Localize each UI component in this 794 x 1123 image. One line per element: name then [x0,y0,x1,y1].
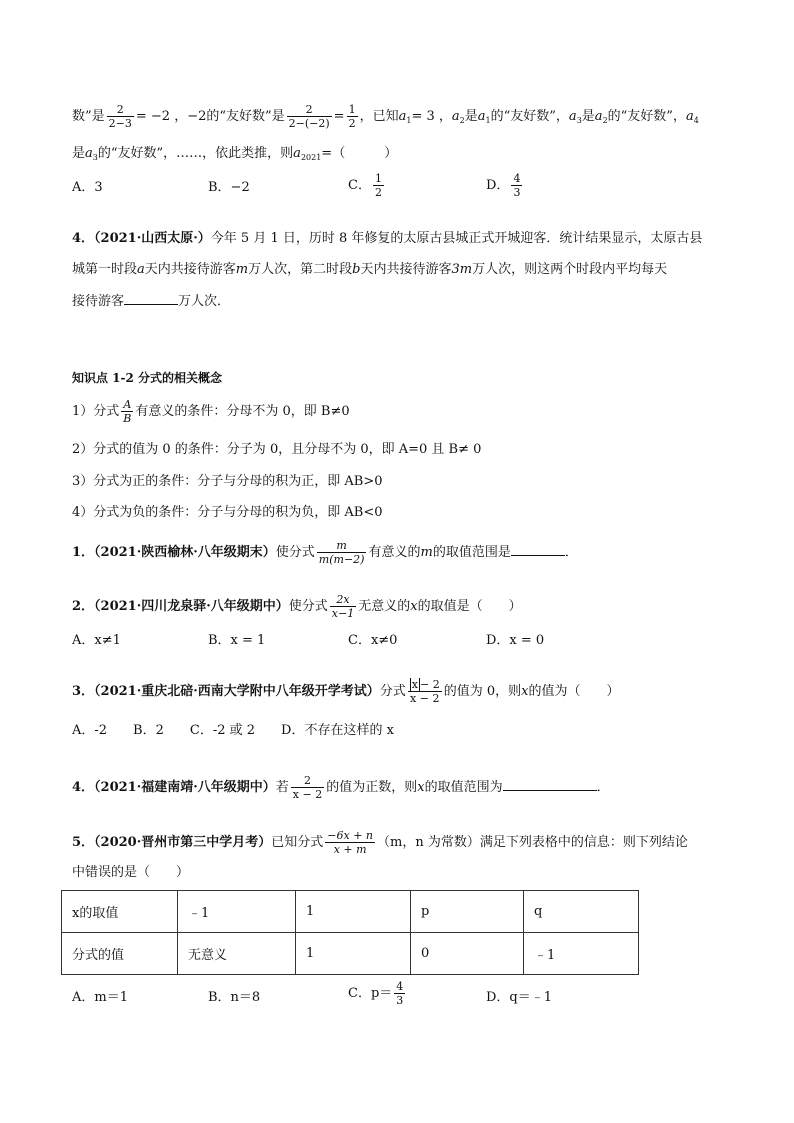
section-title: 知识点 1-2 分式的相关概念 [72,371,223,385]
question-source: （2021·四川龙泉驿·八年级期中） [94,599,289,614]
numerator: A [123,398,132,411]
option-c[interactable] [348,172,386,199]
text: 万人次，则这两个时段内平均每天 [472,262,668,277]
table-cell: 分式的值 [62,933,178,975]
concept-item-4: 4）分式为负的条件：分子与分母的积为负，即 AB<0 [72,505,383,520]
fraction [511,172,522,199]
subscript: 3 [92,153,98,162]
q3-options [72,172,722,200]
denominator: x − 2 [292,788,323,801]
table-cell: q [524,891,639,933]
exercise-4 [72,774,610,801]
text: 接待游客 [72,294,125,309]
text: 的取值是（ ） [417,599,522,614]
denominator: 3 [513,186,521,199]
question-source: （2021·重庆北碚·西南大学附中八年级开学考试） [94,684,380,699]
text: 使分式 [275,545,315,560]
option-a[interactable]: A．3 [72,180,103,195]
text: = 3 ， [411,109,452,124]
var-a: a [685,109,694,124]
fraction [373,172,384,199]
denominator: x − 2 [408,691,442,705]
var: b [352,262,361,277]
denominator: x + m [325,842,375,856]
answer-blank[interactable] [511,543,565,556]
text: 有意义的条件：分母不为 0，即 B≠0 [135,404,350,419]
denominator: m(m−2) [318,553,365,566]
text: 万人次，第二时段 [248,262,353,277]
numerator: 4 [513,172,521,185]
option-b[interactable]: B．−2 [208,180,250,195]
subscript: 1 [485,116,491,125]
text: 的值为 0，则 [443,684,522,699]
fraction [330,593,356,620]
question-number: 4． [72,780,95,795]
denominator: 3 [396,994,404,1007]
text: 数”是 [72,109,105,124]
absolute-value: x [411,678,419,691]
text: 的“友好数”， [490,109,569,124]
text: 的取值范围为 [424,780,503,795]
text: 的“友好数”， [607,109,686,124]
subscript: 4 [693,116,699,125]
numerator: 2 [116,103,124,116]
question-number: 4． [72,231,95,246]
option-c[interactable] [348,980,407,1007]
subscript: 1 [406,116,412,125]
fraction [394,980,405,1007]
table-cell: p [411,891,524,933]
question-number: 5． [72,835,95,850]
exercise-2 [72,593,522,620]
var: a [137,262,145,277]
text: 分式 [379,684,406,699]
text: 是 [464,109,478,124]
text: 天内共接待游客 [360,262,452,277]
q4-line-3 [72,292,230,312]
fraction [317,539,367,566]
denominator: 2−3 [108,117,132,130]
numerator: 1 [348,103,356,116]
text: ，已知 [359,109,399,124]
option-label: C． [348,178,371,193]
var-a: a [85,146,93,161]
option-label: C．p＝ [348,986,393,1001]
numerator: 2 [305,103,313,116]
answer-blank[interactable] [503,778,597,791]
exercise-3-options[interactable]: A．-2 B．2 C．-2 或 2 D．不存在这样的 x [72,723,394,738]
option-a[interactable]: A．m＝1 [72,990,128,1005]
text: 今年 5 月 1 日，历时 8 年修复的太原古县城正式开城迎客．统计结果显示，太原古县 [210,231,703,246]
exercise-3 [72,678,620,705]
var-a: a [568,109,577,124]
denominator: x−1 [331,607,355,620]
concept-item-3: 3）分式为正的条件：分子与分母的积为正，即 AB>0 [72,474,383,489]
fraction [325,829,375,856]
option-d[interactable] [486,172,524,199]
text: 有意义的 [368,545,421,560]
info-table [61,890,639,975]
text: = −2 ，−2的“友好数”是 [135,109,285,124]
text: 是 [72,146,86,161]
option-b[interactable]: B．n＝8 [208,990,261,1005]
text: （m，n 为常数）满足下列表格中的信息：则下列结论 [377,835,688,850]
option-b[interactable]: B．x = 1 [208,633,266,648]
denominator: 2 [374,186,382,199]
text: 的取值范围是 [432,545,511,560]
question-number: 1． [72,545,95,560]
text: =（ ） [321,146,398,161]
exercise-2-options [72,631,722,653]
q4-line-2 [72,260,667,280]
text: 的值为正数，则 [326,780,418,795]
fraction [107,103,134,130]
text: 的“友好数”，……，依此类推，则 [97,146,294,161]
exercise-5-options [72,980,722,1010]
table-cell: 无意义 [178,933,296,975]
denominator: 2 [348,117,356,130]
denominator: 2−(−2) [288,117,330,130]
exercise-5 [72,829,688,856]
numerator [408,678,442,691]
text: 城第一时段 [72,262,138,277]
concept-item-2: 2）分式的值为 0 的条件：分子为 0，且分母不为 0，即 A=0 且 B≠ 0 [72,442,482,457]
table-row [62,891,639,933]
subscript: 2 [602,116,608,125]
text: − 2 [420,678,440,691]
text: 的值为（ ） [528,684,620,699]
fraction [291,774,324,801]
exercise-1 [72,539,578,566]
exercise-5-line-2: 中错误的是（ ） [72,865,190,880]
text: ． [596,780,610,795]
text: 若 [275,780,289,795]
option-c[interactable]: C．x≠0 [348,633,398,648]
var: x [410,599,418,614]
numerator: m [336,539,347,552]
var: x [417,780,425,795]
text: 万人次． [178,294,231,309]
table-cell: ﹣1 [524,933,639,975]
text: 无意义的 [358,599,411,614]
var: x [521,684,529,699]
subscript: 3 [576,116,582,125]
question-number: 3． [72,684,95,699]
option-d[interactable]: D．x = 0 [486,633,545,648]
question-source: （2020·晋州市第三中学月考） [94,835,272,850]
text: 天内共接待游客 [144,262,236,277]
table-cell: 0 [411,933,524,975]
table-cell: 1 [296,891,411,933]
q4-line-1 [72,229,702,249]
text: 使分式 [288,599,328,614]
table-row [62,933,639,975]
option-a[interactable]: A．x≠1 [72,633,121,648]
numerator: 4 [396,980,404,993]
table-cell: ﹣1 [178,891,296,933]
question-source: （2021·福建南靖·八年级期中） [94,780,276,795]
var: m [235,262,249,277]
concept-item-1 [72,398,350,425]
answer-blank[interactable] [124,292,178,305]
numerator: 1 [374,172,382,185]
option-d[interactable]: D．q＝﹣1 [486,990,553,1005]
numerator: 2x [336,593,350,606]
numerator: 2 [304,774,311,787]
numerator: −6x + n [327,829,373,842]
q3-line-1 [72,103,699,131]
var: 3m [451,262,473,277]
table-cell: x的取值 [62,891,178,933]
var-a: a [293,146,301,161]
fraction [287,103,332,130]
text: 是 [581,109,595,124]
text: 1）分式 [72,404,120,419]
fraction [408,678,442,705]
table-cell: 1 [296,933,411,975]
var-a: a [451,109,460,124]
text: 已知分式 [271,835,324,850]
q3-line-2 [72,144,397,168]
fraction [347,103,358,130]
text: = [333,109,345,124]
question-number: 2． [72,599,95,614]
var-a: a [594,109,603,124]
subscript: 2021 [300,153,322,162]
subscript: 2 [459,116,465,125]
question-source: （2021·陕西榆林·八年级期末） [94,545,276,560]
question-source: （2021·山西太原·） [94,231,211,246]
denominator: B [123,412,132,425]
fraction [121,398,133,425]
var-a: a [477,109,486,124]
var-a: a [398,109,407,124]
option-label: D． [486,178,510,193]
var: m [420,545,433,560]
text: ． [564,545,578,560]
